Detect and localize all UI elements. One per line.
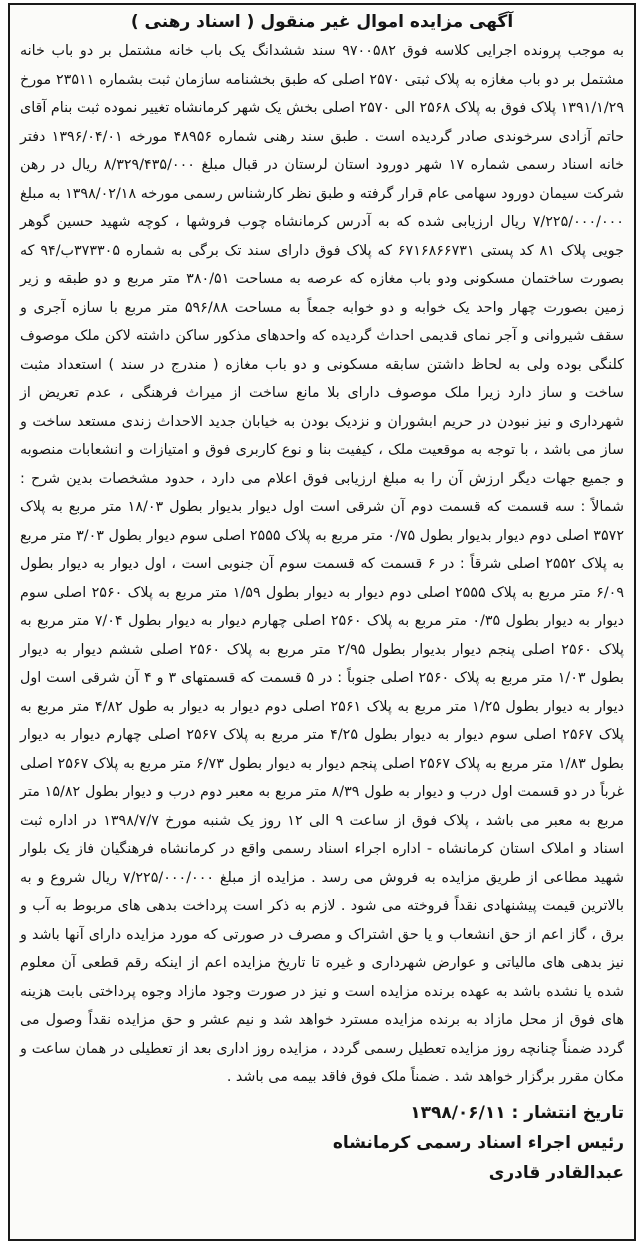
publish-date-label: تاریخ انتشار : <box>511 1102 624 1123</box>
publish-date: ۱۳۹۸/۰۶/۱۱ <box>410 1102 506 1123</box>
publish-date-line <box>20 1098 624 1128</box>
signatory-name: عبدالقادر قادری <box>488 1162 624 1183</box>
signatory-title: رئیس اجراء اسناد رسمی کرمانشاه <box>332 1132 624 1153</box>
notice-body: به موجب پرونده اجرایی کلاسه فوق ۹۷۰۰۵۸۲ سند ششدانگ یک باب خانه مشتمل بر دو باب خانه مشتمل بر دو باب مغازه به پلاک ثبتی ۲۵۷۰ اصلی که طبق بخشنامه سازمان ثبت بشماره ۲۳۵۱۱ مورخ ۱۳۹۱/۱/۲۹ پلاک فوق به پلاک ۲۵۶۸ الی ۲۵۷۰ اصلی بخش یک شهر کرمانشاه تغییر نموده ثبت بنام آقای حاتم آزادی سرخوندی صادر گردیده است . طبق سند رهنی شماره ۴۸۹۵۶ مورخه ۱۳۹۶/۰۴/۰۱ دفتر خانه اسناد رسمی شماره ۱۷ شهر دورود استان لرستان در قبال مبلغ ۸/۳۲۹/۴۳۵/۰۰۰ ریال در رهن شرکت سیمان دورود سهامی عام قرار گرفته و طبق نظر کارشناس رسمی مورخه ۱۳۹۸/۰۲/۱۸ به مبلغ ۷/۲۲۵/۰۰۰/۰۰۰ ریال ارزیابی شده که به آدرس کرمانشاه چوب فروشها ، کوچه شهید حسین گوهر جویی پلاک ۸۱ کد پستی ۶۷۱۶۸۶۶۷۳۱ که پلاک فوق دارای سند تک برگی به شماره ۳۷۳۳۰۵ب/۹۴ که بصورت ساختمان مسکونی ودو باب مغازه که عرصه به مساحت ۳۸۰/۵۱ متر مربع و دو طبقه و زیر زمین بصورت چهار واحد یک خوابه و دو خوابه جمعاً به مساحت ۵۹۶/۸۸ متر مربع با سازه آجری و سقف شیروانی و آجر نمای قدیمی احداث گردیده که واحدهای مذکور ساکن داشته لاکن ملک موصوف کلنگی بوده ولی به لحاظ داشتن سابقه مسکونی و دو باب مغازه ( مندرج در سند ) استعداد مثبت ساخت و ساز دارد زیرا ملک موصوف دارای بلا مانع ساخت از میراث فرهنگی ، عدم تعریض از شهرداری و نیز نبودن در حریم ابشوران و نزدیک بودن به خیابان جدید الاحداث زندی مستعد ساخت و ساز می باشد ، با توجه به موقعیت ملک ، کیفیت بنا و نوع کاربری فوق و امتیازات و انشعابات منصوبه و جمیع جهات دیگر ارزش آن را به مبلغ ارزیابی فوق اعلام می دارد ، حدود مشخصات بدین شرح : شمالاً : سه قسمت که قسمت دوم آن شرقی است اول دیوار بدیوار بطول ۱۸/۰۳ متر مربع به پلاک ۳۵۷۲ اصلی دوم دیوار بدیوار بطول ۰/۷۵ متر مربع به پلاک ۲۵۵۵ اصلی سوم دیوار بطول ۳/۰۳ متر مربع به پلاک ۲۵۵۲ اصلی شرقاً : در ۶ قسمت که قسمت سوم آن جنوبی است ، اول دیوار به دیوار بطول ۶/۰۹ متر مربع به پلاک ۲۵۵۵ اصلی دوم دیوار به دیوار بطول ۱/۵۹ متر مربع به پلاک ۲۵۶۰ اصلی سوم دیوار به دیوار بطول ۰/۳۵ متر مربع به پلاک ۲۵۶۰ اصلی چهارم دیوار به دیوار بطول ۷/۰۴ متر مربع به پلاک ۲۵۶۰ اصلی پنجم دیوار بدیوار بطول ۲/۹۵ متر مربع به پلاک ۲۵۶۰ اصلی ششم دیوار به دیوار بطول ۱/۰۳ متر مربع به پلاک ۲۵۶۰ اصلی جنوباً : در ۵ قسمت که قسمتهای ۳ و ۴ آن شرقی است اول دیوار به دیوار بطول ۱/۲۵ متر مربع به پلاک ۲۵۶۱ اصلی دوم دیوار به دیوار به طول ۴/۸۲ متر مربع به پلاک ۲۵۶۷ اصلی سوم دیوار به دیوار بطول ۴/۲۵ متر مربع به پلاک ۲۵۶۷ اصلی چهارم دیوار به دیوار بطول ۱/۸۳ متر مربع به پلاک ۲۵۶۷ اصلی پنجم دیوار به دیوار بطول ۶/۷۳ متر مربع به پلاک ۲۵۶۷ اصلی غرباً در دو قسمت اول درب و دیوار به طول ۸/۳۹ متر مربع به معبر دوم درب و دیوار بطول ۱۵/۸۲ متر مربع به معبر می باشد ، پلاک فوق از ساعت ۹ الی ۱۲ روز یک شنبه مورخ ۱۳۹۸/۷/۷ در اداره ثبت اسناد و املاک استان کرمانشاه - اداره اجراء اسناد رسمی واقع در کرمانشاه فرهنگیان فاز یک بلوار شهید مطاعی از طریق مزایده به فروش می رسد . مزایده از مبلغ ۷/۲۲۵/۰۰۰/۰۰۰ ریال شروع و به بالاترین قیمت پیشنهادی نقداً فروخته می شود . لازم به ذکر است پرداخت بدهی های مربوط به آب و برق ، گاز اعم از حق انشعاب و یا حق اشتراک و مصرف در صورتی که مورد مزایده دارای آنها باشد و نیز بدهی های مالیاتی و عوارض شهرداری و غیره تا تاریخ مزایده اعم از اینکه رقم قطعی آن معلوم شده یا نشده باشد به عهده برنده مزایده است و نیز در صورت وجود مازاد وجوه پرداختی بابت هزینه های فوق از محل مازاد به برنده مزایده مسترد خواهد شد و نیم عشر و حق مزایده نقداً وصول می گردد ضمناً چنانچه روز مزایده تعطیل رسمی گردد ، مزایده روز اداری بعد از تعطیلی در همان ساعت و مکان مقرر برگزار خواهد شد . ضمناً ملک فوق فاقد بیمه می باشد . <box>20 43 625 1085</box>
notice-footer <box>20 1098 624 1188</box>
newspaper-notice <box>8 3 636 1241</box>
notice-title: آگهی مزایده اموال غیر منقول ( اسناد رهنی ) <box>130 12 514 32</box>
